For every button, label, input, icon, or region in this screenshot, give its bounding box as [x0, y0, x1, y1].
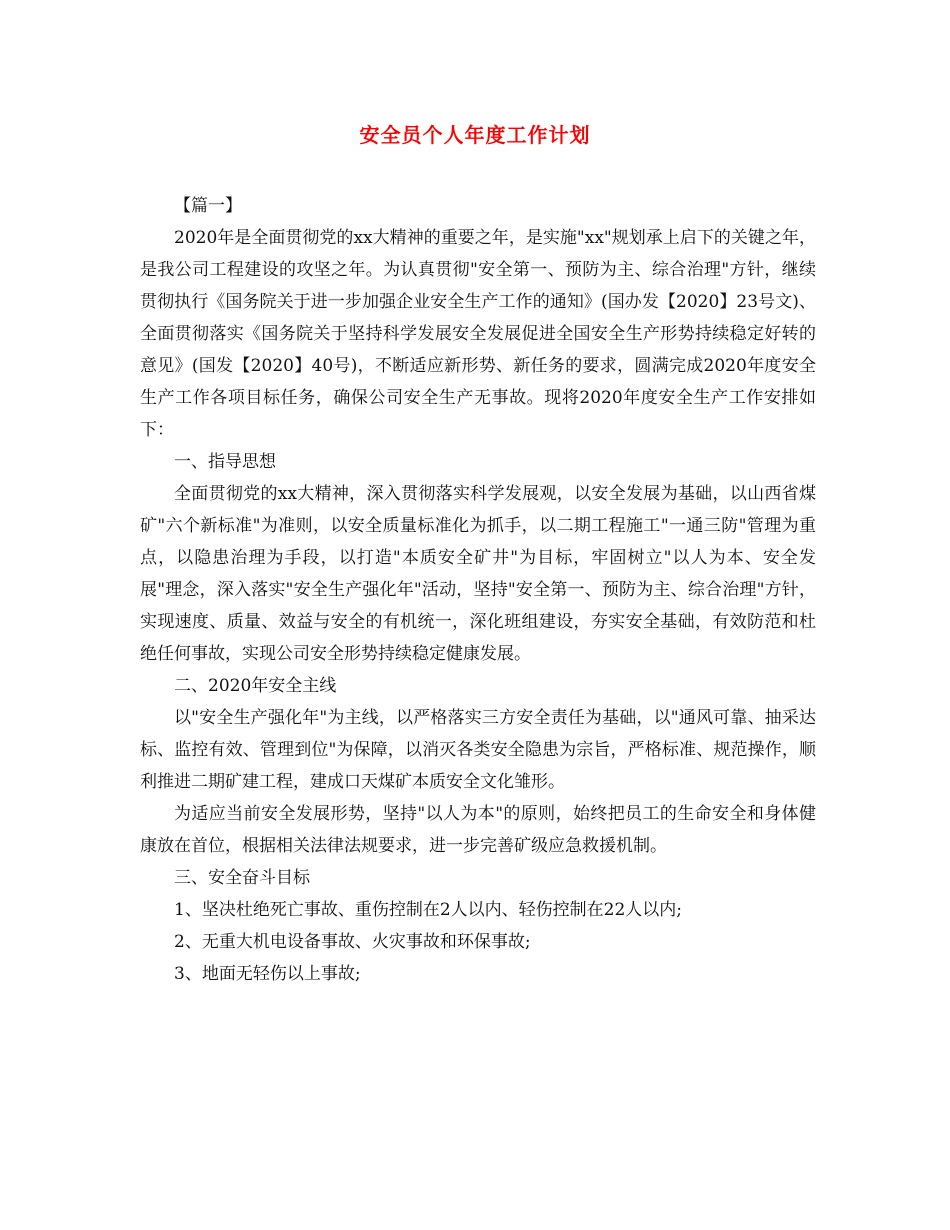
goal-item-1: 1、坚决杜绝死亡事故、重伤控制在2人以内、轻伤控制在22人以内; — [174, 900, 682, 920]
document-title: 安全员个人年度工作计划 — [359, 123, 591, 147]
guiding-ideology-paragraph: 全面贯彻党的xx大精神，深入贯彻落实科学发展观，以安全发展为基础，以山西省煤矿"六个新标准"为准则，以安全质量标准化为抓手，以二期工程施工"一通三防"管理为重点，以隐患治理为手段，以打造"本质安全矿井"为目标，牢固树立"以人为本、安全发展"理念，深入落实"安全生产强化年"活动，坚持"安全第一、预防为主、综合治理"方针，实现速度、质量、效益与安全的有机统一，深化班组建设，夯实安全基础，有效防范和杜绝任何事故，实现公司安全形势持续稳定健康发展。 — [140, 484, 816, 664]
document-body — [140, 190, 816, 990]
section-heading-safety-goals: 三、安全奋斗目标 — [174, 868, 310, 888]
goal-item-2: 2、无重大机电设备事故、火灾事故和环保事故; — [174, 932, 531, 952]
safety-mainline-paragraph: 以"安全生产强化年"为主线，以严格落实三方安全责任为基础，以"通风可靠、抽采达标、监控有效、管理到位"为保障，以消灭各类安全隐患为宗旨，严格标准、规范操作，顺利推进二期矿建工程，建成口天煤矿本质安全文化雏形。 — [140, 708, 816, 792]
section-heading-part-one: 【篇一】 — [174, 196, 242, 216]
section-heading-guiding-ideology: 一、指导思想 — [174, 452, 276, 472]
intro-paragraph: 2020年是全面贯彻党的xx大精神的重要之年，是实施"xx"规划承上启下的关键之年，是我公司工程建设的攻坚之年。为认真贯彻"安全第一、预防为主、综合治理"方针，继续贯彻执行《国务院关于进一步加强企业安全生产工作的通知》(国办发【2020】23号文)、全面贯彻落实《国务院关于坚持科学发展安全发展促进全国安全生产形势持续稳定好转的意见》(国发【2020】40号)，不断适应新形势、新任务的要求，圆满完成2020年度安全生产工作各项目标任务，确保公司安全生产无事故。现将2020年度安全生产工作安排如下： — [140, 228, 816, 440]
goal-item-3: 3、地面无轻伤以上事故; — [174, 964, 361, 984]
emergency-rescue-paragraph: 为适应当前安全发展形势，坚持"以人为本"的原则，始终把员工的生命安全和身体健康放在首位，根据相关法律法规要求，进一步完善矿级应急救援机制。 — [140, 804, 816, 856]
section-heading-safety-mainline: 二、2020年安全主线 — [174, 676, 337, 696]
